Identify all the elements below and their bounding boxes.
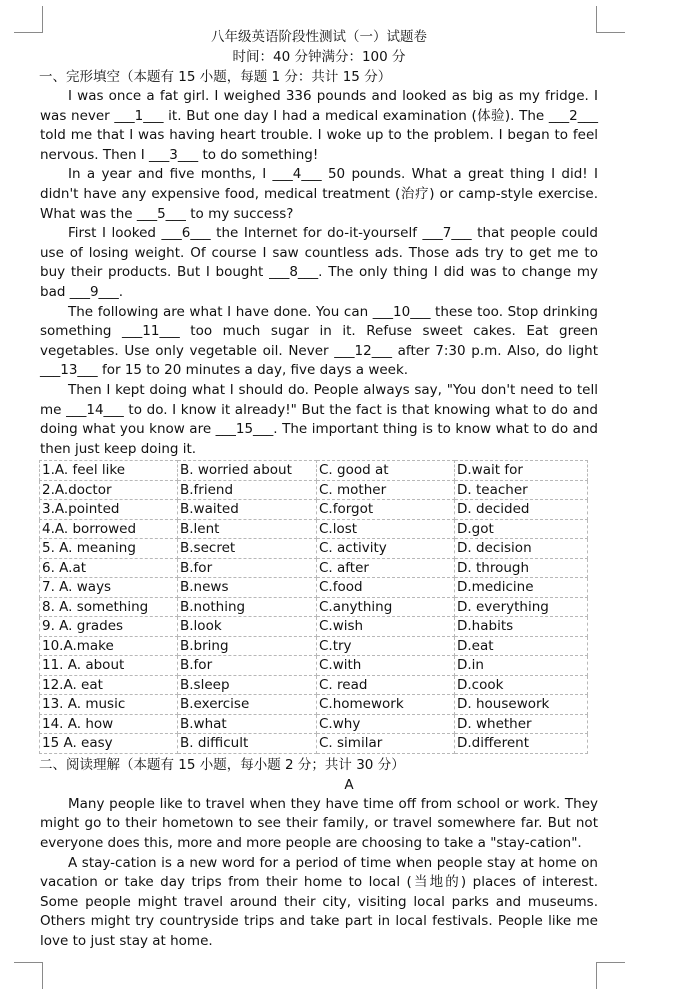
option-cell: C.lost xyxy=(317,519,455,539)
option-cell: B.news xyxy=(178,578,317,598)
option-row xyxy=(40,617,588,637)
option-row xyxy=(40,461,588,481)
passage-label: A xyxy=(344,776,354,793)
option-cell: B.bring xyxy=(178,636,317,656)
option-cell: D. whether xyxy=(455,714,588,734)
option-cell: C.forgot xyxy=(317,500,455,520)
option-cell: B.waited xyxy=(178,500,317,520)
option-cell: 11. A. about xyxy=(40,656,178,676)
option-cell: C.why xyxy=(317,714,455,734)
option-row xyxy=(40,714,588,734)
option-cell: D.in xyxy=(455,656,588,676)
crop-mark-bottom-right xyxy=(596,962,625,989)
option-cell: 2.A.doctor xyxy=(40,480,178,500)
option-cell: C. good at xyxy=(317,461,455,481)
cloze-paragraph: First I looked ___6___ the Internet for do-it-yourself ___7___ that people could use of losing weight. Of course I saw countless ads. Those ads try to get me to buy their products. But I bought ___8___. The only thing I did was to change my bad ___9___. xyxy=(40,225,598,300)
option-cell: C.food xyxy=(317,578,455,598)
option-cell: 12.A. eat xyxy=(40,675,178,695)
option-cell: C.wish xyxy=(317,617,455,637)
option-cell: D. decided xyxy=(455,500,588,520)
option-cell: B. worried about xyxy=(178,461,317,481)
option-row xyxy=(40,578,588,598)
option-row xyxy=(40,656,588,676)
exam-title: 八年级英语阶段性测试（一）试题卷 xyxy=(211,29,427,45)
option-cell: B.for xyxy=(178,558,317,578)
crop-mark-top-right xyxy=(596,6,625,33)
option-row xyxy=(40,695,588,715)
cloze-paragraph: Then I kept doing what I should do. People always say, "You don't need to tell me ___14___ to do. I know it already!" But the fact is that knowing what to do and doing what you know are ___15___. The important thing is to know what to do and then just keep doing it. xyxy=(40,381,598,457)
option-cell: 15 A. easy xyxy=(40,734,178,754)
reading-paragraph: Many people like to travel when they have time off from school or work. They might go to their hometown to see their family, or travel somewhere far. But not everyone does this, more and more people are choosing to take a "stay-cation". xyxy=(40,795,598,851)
option-cell: 14. A. how xyxy=(40,714,178,734)
option-cell: D. through xyxy=(455,558,588,578)
option-cell: C. similar xyxy=(317,734,455,754)
crop-mark-bottom-left xyxy=(14,962,43,989)
exam-page xyxy=(40,27,598,952)
option-cell: B.exercise xyxy=(178,695,317,715)
option-cell: 9. A. grades xyxy=(40,617,178,637)
option-cell: D.different xyxy=(455,734,588,754)
cloze-paragraph: The following are what I have done. You can ___10___ these too. Stop drinking something ___11___ too much sugar in it. Refuse sweet cakes. Eat green vegetables. Use only vegetable oil. Never ___12___ after 7:30 p.m. Also, do light ___13___ for 15 to 20 minutes a day, five days a week. xyxy=(40,303,598,379)
exam-time-info: 时间：40 分钟满分：100 分 xyxy=(232,49,406,65)
option-cell: B.sleep xyxy=(178,675,317,695)
option-cell: D.got xyxy=(455,519,588,539)
option-cell: 4.A. borrowed xyxy=(40,519,178,539)
reading-paragraph: A stay-cation is a new word for a period of time when people stay at home on vacation or take day trips from their home to local (当地的) places of interest. Some people might travel around their city, visiting local parks and museums. Others might try countryside trips and take part in local festivals. People like me love to just stay at home. xyxy=(40,854,598,949)
option-row xyxy=(40,519,588,539)
option-cell: 1.A. feel like xyxy=(40,461,178,481)
cloze-paragraph: I was once a fat girl. I weighed 336 pounds and looked as big as my fridge. I was never ___1___ it. But one day I had a medical examination (体验). The ___2___ told me that I was having heart trouble. I woke up to the problem. I began to feel nervous. Then I ___3___ to do something! xyxy=(40,88,598,163)
option-cell: 5. A. meaning xyxy=(40,539,178,559)
option-row xyxy=(40,734,588,754)
option-cell: B.lent xyxy=(178,519,317,539)
option-cell: C. mother xyxy=(317,480,455,500)
option-row xyxy=(40,597,588,617)
option-cell: 7. A. ways xyxy=(40,578,178,598)
crop-mark-top-left xyxy=(14,6,43,33)
option-cell: D. teacher xyxy=(455,480,588,500)
option-cell: D. decision xyxy=(455,539,588,559)
option-cell: C.try xyxy=(317,636,455,656)
option-row xyxy=(40,539,588,559)
option-cell: C.with xyxy=(317,656,455,676)
option-cell: 3.A.pointed xyxy=(40,500,178,520)
option-cell: C. activity xyxy=(317,539,455,559)
option-cell: B.look xyxy=(178,617,317,637)
option-cell: D.wait for xyxy=(455,461,588,481)
option-row xyxy=(40,500,588,520)
option-cell: B.nothing xyxy=(178,597,317,617)
option-cell: B.what xyxy=(178,714,317,734)
option-cell: C. after xyxy=(317,558,455,578)
section-heading-reading: 二、阅读理解（本题有 15 小题，每小题 2 分；共计 30 分） xyxy=(39,756,405,773)
option-cell: B.for xyxy=(178,656,317,676)
option-cell: D.cook xyxy=(455,675,588,695)
option-cell: D. everything xyxy=(455,597,588,617)
option-cell: C.homework xyxy=(317,695,455,715)
option-cell: B.secret xyxy=(178,539,317,559)
option-row xyxy=(40,675,588,695)
option-cell: 8. A. something xyxy=(40,597,178,617)
options-table xyxy=(39,460,588,754)
option-cell: D.medicine xyxy=(455,578,588,598)
option-row xyxy=(40,480,588,500)
option-cell: D. housework xyxy=(455,695,588,715)
option-cell: C. read xyxy=(317,675,455,695)
section-heading-cloze: 一、完形填空（本题有 15 小题，每题 1 分：共计 15 分） xyxy=(39,69,392,85)
option-cell: 13. A. music xyxy=(40,695,178,715)
option-cell: B.friend xyxy=(178,480,317,500)
option-cell: D.habits xyxy=(455,617,588,637)
option-row xyxy=(40,636,588,656)
option-cell: D.eat xyxy=(455,636,588,656)
option-cell: 6. A.at xyxy=(40,558,178,578)
option-cell: B. difficult xyxy=(178,734,317,754)
option-cell: C.anything xyxy=(317,597,455,617)
option-row xyxy=(40,558,588,578)
option-cell: 10.A.make xyxy=(40,636,178,656)
cloze-paragraph: In a year and five months, I ___4___ 50 pounds. What a great thing I did! I didn't have any expensive food, medical treatment (治疗) or camp-style exercise. What was the ___5___ to my success? xyxy=(40,166,598,222)
